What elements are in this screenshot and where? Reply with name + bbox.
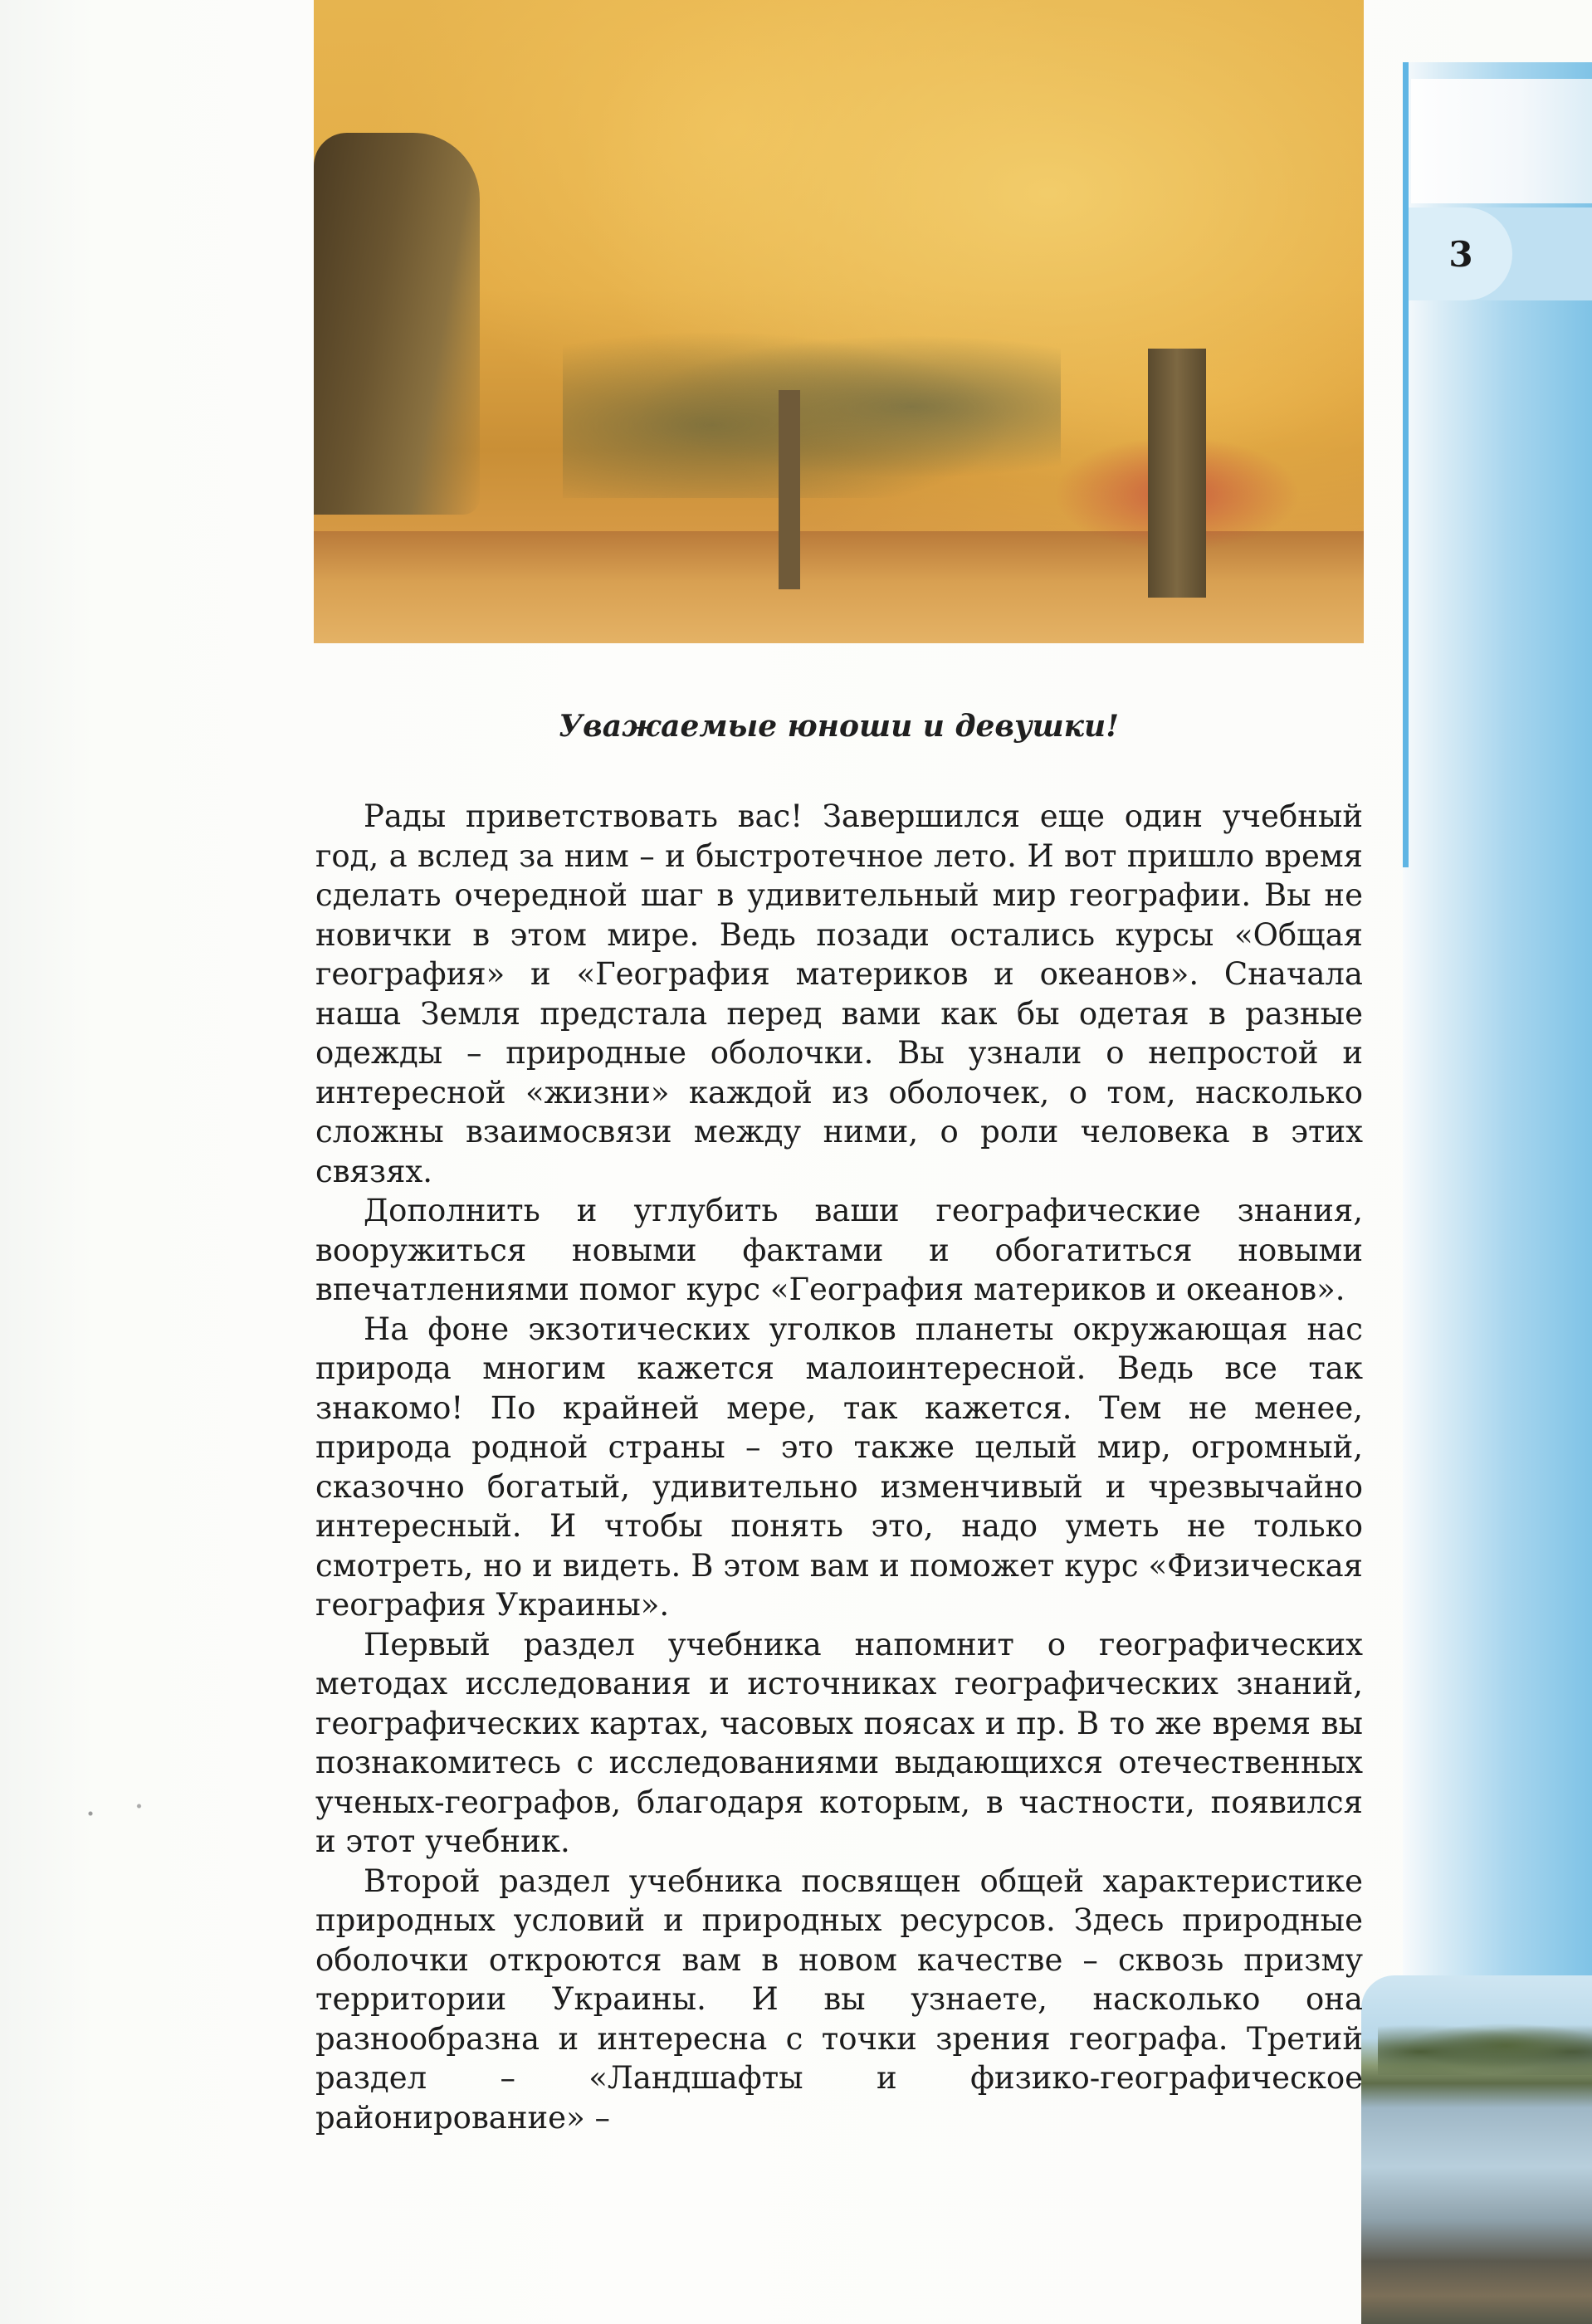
side-rule-line [1403,62,1409,867]
side-band-highlight [1411,79,1592,203]
paragraph: Дополнить и углубить ваши географические знания, вооружиться новыми фактами и обогатиться новыми впечатлениями помог курс «География материков и океанов». [315,1193,1363,1307]
paragraph: На фоне экзотических уголков планеты окружающая нас природа многим кажется малоинтересной. Ведь все так знакомо! По крайней мере, так кажется. Тем не менее, природа родной страны – это также целый мир, огромный, сказочно богатый, удивительно изменчивый и чрезвычайно интересный. И чтобы понять это, надо уметь не только смотреть, но и видеть. В этом вам и поможет курс «Физическая география Украины». [315,1311,1363,1623]
tree-trunk [314,133,480,515]
tree-trunk [1148,349,1206,598]
shaded-foliage [563,315,1061,498]
lake-shore-trees [1378,2017,1592,2075]
page-number: 3 [1448,234,1473,275]
tree-trunk [779,390,800,589]
paragraph: Второй раздел учебника посвящен общей характеристике природных условий и природных ресурсов. Здесь природные оболочки откроются вам в новом качестве – сквозь призму территории Украины. И вы узнаете, насколько она разнообразна и интересна с точки зрения географа. Третий раздел – «Ландшафты и физико-географическое районирование» – [315,1863,1363,2136]
body-text [315,797,1363,2137]
scan-specks [83,1801,158,1826]
paragraph: Рады приветствовать вас! Завершился еще один учебный год, а вслед за ним – и быстротечное лето. И вот пришло время сделать очередной шаг в удивительный мир географии. Вы не новички в этом мире. Ведь позади остались курсы «Общая география» и «География материков и океанов». Сначала наша Земля предстала перед вами как бы одетая в разные одежды – природные оболочки. Вы узнали о непростой и интересной «жизни» каждой из оболочек, о том, насколько сложны взаимосвязи между ними, о роли человека в этих связях. [315,798,1363,1189]
paragraph: Первый раздел учебника напомнит о географических методах исследования и источниках географических знаний, географических картах, часовых поясах и пр. В то же время вы познакомитесь с исследованиями выдающихся отечественных ученых-географов, благодаря которым, в частности, появился и этот учебник. [315,1626,1363,1859]
autumn-forest-photo [314,0,1364,643]
greeting-heading: Уважаемые юноши и девушки! [558,709,1120,744]
